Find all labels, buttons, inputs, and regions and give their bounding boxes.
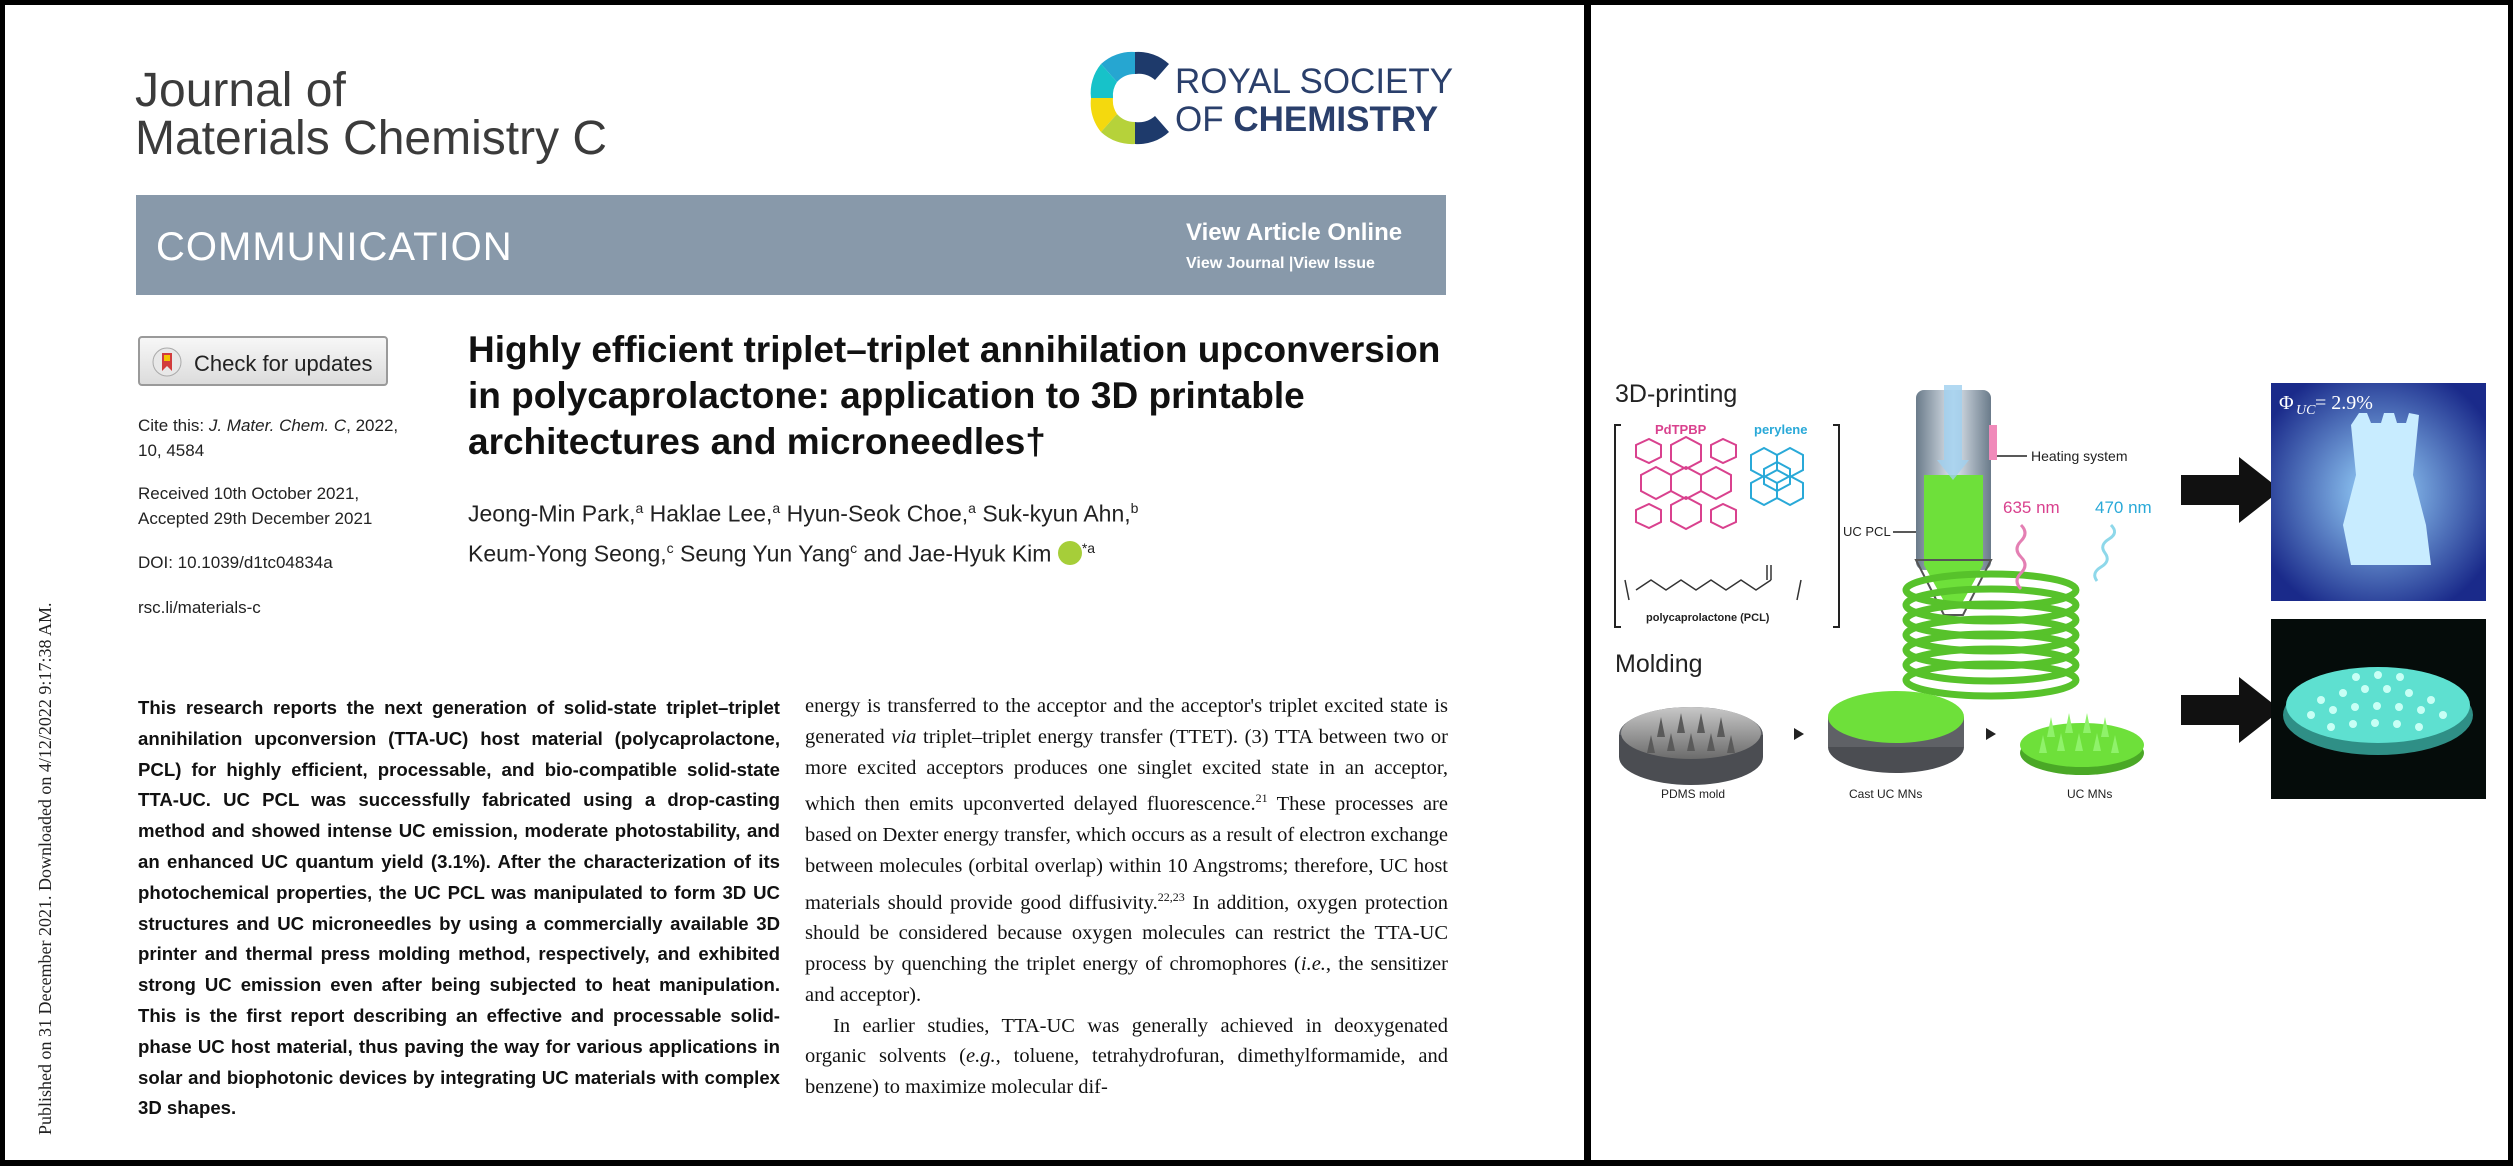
phi-subscript: UC: [2296, 403, 2316, 418]
rsc-wordmark: [1175, 63, 1453, 139]
section-molding-label: Molding: [1615, 650, 1703, 678]
rsc-wordmark-of: OF: [1175, 100, 1234, 139]
journal-title-line2: Materials Chemistry C: [135, 112, 608, 165]
journal-url-link[interactable]: rsc.li/materials-c: [138, 598, 261, 617]
citation-label: Cite this:: [138, 416, 209, 435]
author-affiliation: a: [968, 500, 976, 516]
received-date: Received 10th October 2021,: [138, 484, 360, 503]
body-text-column: [805, 691, 1448, 1103]
link-separator: |: [1284, 255, 1294, 272]
graphical-abstract: [1591, 5, 2508, 1160]
check-for-updates-label: Check for updates: [194, 351, 373, 376]
reference-link[interactable]: 21: [1255, 791, 1268, 806]
body-text: In addition, oxygen protection should be considered because oxygen molecules can restrict the TTA-UC process by quenching the triplet energy of chromophores (: [805, 891, 1448, 976]
rsc-wordmark-line2: [1175, 101, 1453, 139]
view-journal-link[interactable]: View Journal: [1186, 255, 1285, 272]
printed-coil-icon: [1906, 574, 2076, 696]
body-text: In earlier studies, TTA-UC was generally achieved in deoxygenated organic solvents (: [805, 1014, 1448, 1068]
perylene-molecule-icon: [1751, 448, 1803, 505]
uc-microneedles-photo[interactable]: [2271, 619, 2486, 799]
body-text: , the sensitizer and acceptor).: [805, 953, 1448, 1006]
author-name: Seung Yun Yang: [673, 540, 851, 567]
author-name: Keum-Yong Seong,: [468, 540, 667, 567]
uc-mns-label: UC MNs: [2067, 787, 2113, 801]
citation-line1: [138, 413, 398, 438]
emission-wavelength-label: 470 nm: [2095, 498, 2152, 517]
body-text: triplet–triplet energy transfer (TTET). (3) TTA between two or more excited acceptors produces one singlet excited state in an acceptor, which then emits upconverted delayed fluorescence.: [805, 725, 1448, 816]
orcid-icon[interactable]: [1058, 541, 1082, 565]
view-links: [1186, 255, 1375, 273]
citation-volume-page: 10, 4584: [138, 441, 205, 460]
graphical-abstract-figure: [1591, 5, 2508, 1160]
article-dates: [138, 481, 372, 531]
pdms-mold-label: PDMS mold: [1661, 787, 1726, 801]
body-italic: e.g.: [965, 1045, 996, 1068]
publication-side-note: Published on 31 December 2021. Downloaded on 4/12/2022 9:17:38 AM.: [35, 602, 55, 1135]
author-affiliation: c: [666, 539, 674, 556]
pdms-mold-icon: [1619, 707, 1763, 785]
body-italic: i.e.: [1300, 953, 1326, 976]
arrow-right-icon: [2181, 677, 2281, 743]
reference-link[interactable]: 22,23: [1157, 889, 1185, 904]
heating-system-label: Heating system: [2031, 448, 2128, 464]
citation-year: , 2022,: [346, 416, 399, 435]
author-name: Jeong-Min Park,: [468, 500, 636, 527]
citation-journal: J. Mater. Chem. C: [208, 416, 347, 435]
pdtpbp-molecule-icon: [1636, 437, 1736, 529]
author-affiliation: *a: [1081, 539, 1096, 556]
article-page: [5, 5, 1584, 1160]
view-issue-link[interactable]: View Issue: [1293, 255, 1375, 272]
check-for-updates-button[interactable]: [138, 336, 388, 386]
arrow-right-icon: [2181, 457, 2281, 523]
rsc-wordmark-chemistry: CHEMISTRY: [1233, 100, 1439, 139]
body-italic: via: [891, 725, 917, 748]
author-affiliation: a: [772, 500, 781, 516]
excitation-wavelength-label: 635 nm: [2003, 498, 2060, 517]
body-text: , toluene, tetrahydrofuran, dimethylformamide, and benzene) to maximize molecular dif-: [805, 1045, 1448, 1099]
phi-symbol: Φ: [2279, 392, 2294, 414]
doi[interactable]: DOI: 10.1039/d1tc04834a: [138, 553, 333, 572]
abstract: This research reports the next generation of solid-state triplet–triplet annihilation upconversion (TTA-UC) host material (polycaprolactone, PCL) for highly efficient, processable, and bio-compatible solid-state TTA-UC. UC PCL was successfully fabricated using a drop-casting method and showed intense UC emission, moderate photostability, and an enhanced UC quantum yield (3.1%). After the characterization of its photochemical properties, the UC PCL was manipulated to form 3D UC structures and UC microneedles by using a commercially available 3D printer and thermal press molding method, respectively, and exhibited strong UC emission even after being subjected to heat manipulation. This is the first report describing an effective and processable solid-phase UC host material, thus paving the way for various applications in solar and biophotonic devices by integrating UC materials with complex 3D shapes.: [138, 697, 780, 1119]
bookmark-icon: [152, 347, 182, 377]
author-affiliation: a: [635, 500, 644, 516]
accepted-date: Accepted 29th December 2021: [138, 509, 373, 528]
citation: [138, 413, 398, 463]
body-text: These processes are based on Dexter energy transfer, which occurs as a result of electron exchange between molecules (orbital overlap) within 10 Angstroms; therefore, UC host materials should provide good diffusivity.: [805, 793, 1448, 914]
sensitizer-label: PdTPBP: [1655, 422, 1707, 437]
article-type-label: COMMUNICATION: [156, 225, 513, 269]
cast-uc-mns-label: Cast UC MNs: [1849, 787, 1923, 801]
article-title: Highly efficient triplet–triplet annihilation upconversion in polycaprolactone: application to 3D printable architectures and microneedles†: [468, 329, 1441, 462]
uc-pcl-label: UC PCL: [1843, 524, 1891, 539]
pcl-label: polycaprolactone (PCL): [1646, 612, 1770, 624]
author-list: [468, 491, 1448, 570]
acceptor-label: perylene: [1754, 422, 1808, 437]
section-3d-printing-label: 3D-printing: [1615, 380, 1738, 408]
body-text: energy is transferred to the acceptor and the acceptor's triplet excited state is generated: [805, 695, 1448, 748]
body-paragraph-1: [805, 691, 1448, 1011]
step-arrow-icon: [1794, 728, 1804, 740]
author-name: Hyun-Seok Choe,: [780, 500, 969, 527]
body-paragraph-2: [805, 1011, 1448, 1103]
journal-title-line1: Journal of: [135, 64, 346, 117]
journal-title[interactable]: [135, 64, 608, 165]
rsc-wordmark-line1: ROYAL SOCIETY: [1175, 62, 1454, 101]
blue-light-wave-icon: [2095, 525, 2115, 581]
step-arrow-icon: [1986, 728, 1996, 740]
uc-rook-photo[interactable]: [2271, 383, 2486, 601]
red-light-wave-icon: [2017, 525, 2025, 589]
author-affiliation: b: [1130, 500, 1139, 516]
quantum-yield-value: = 2.9%: [2315, 392, 2373, 414]
author-affiliation: c: [850, 539, 858, 556]
uc-microneedles-icon: [2020, 713, 2144, 775]
view-article-online-link[interactable]: View Article Online: [1186, 219, 1403, 246]
author-name: and Jae-Hyuk Kim: [857, 540, 1052, 567]
author-name: Haklae Lee,: [643, 500, 773, 527]
pcl-structure-icon: [1625, 565, 1801, 600]
article-type-banner: [136, 195, 1446, 295]
author-name: Suk-kyun Ahn,: [975, 500, 1131, 527]
cast-uc-mns-icon: [1828, 691, 1964, 773]
